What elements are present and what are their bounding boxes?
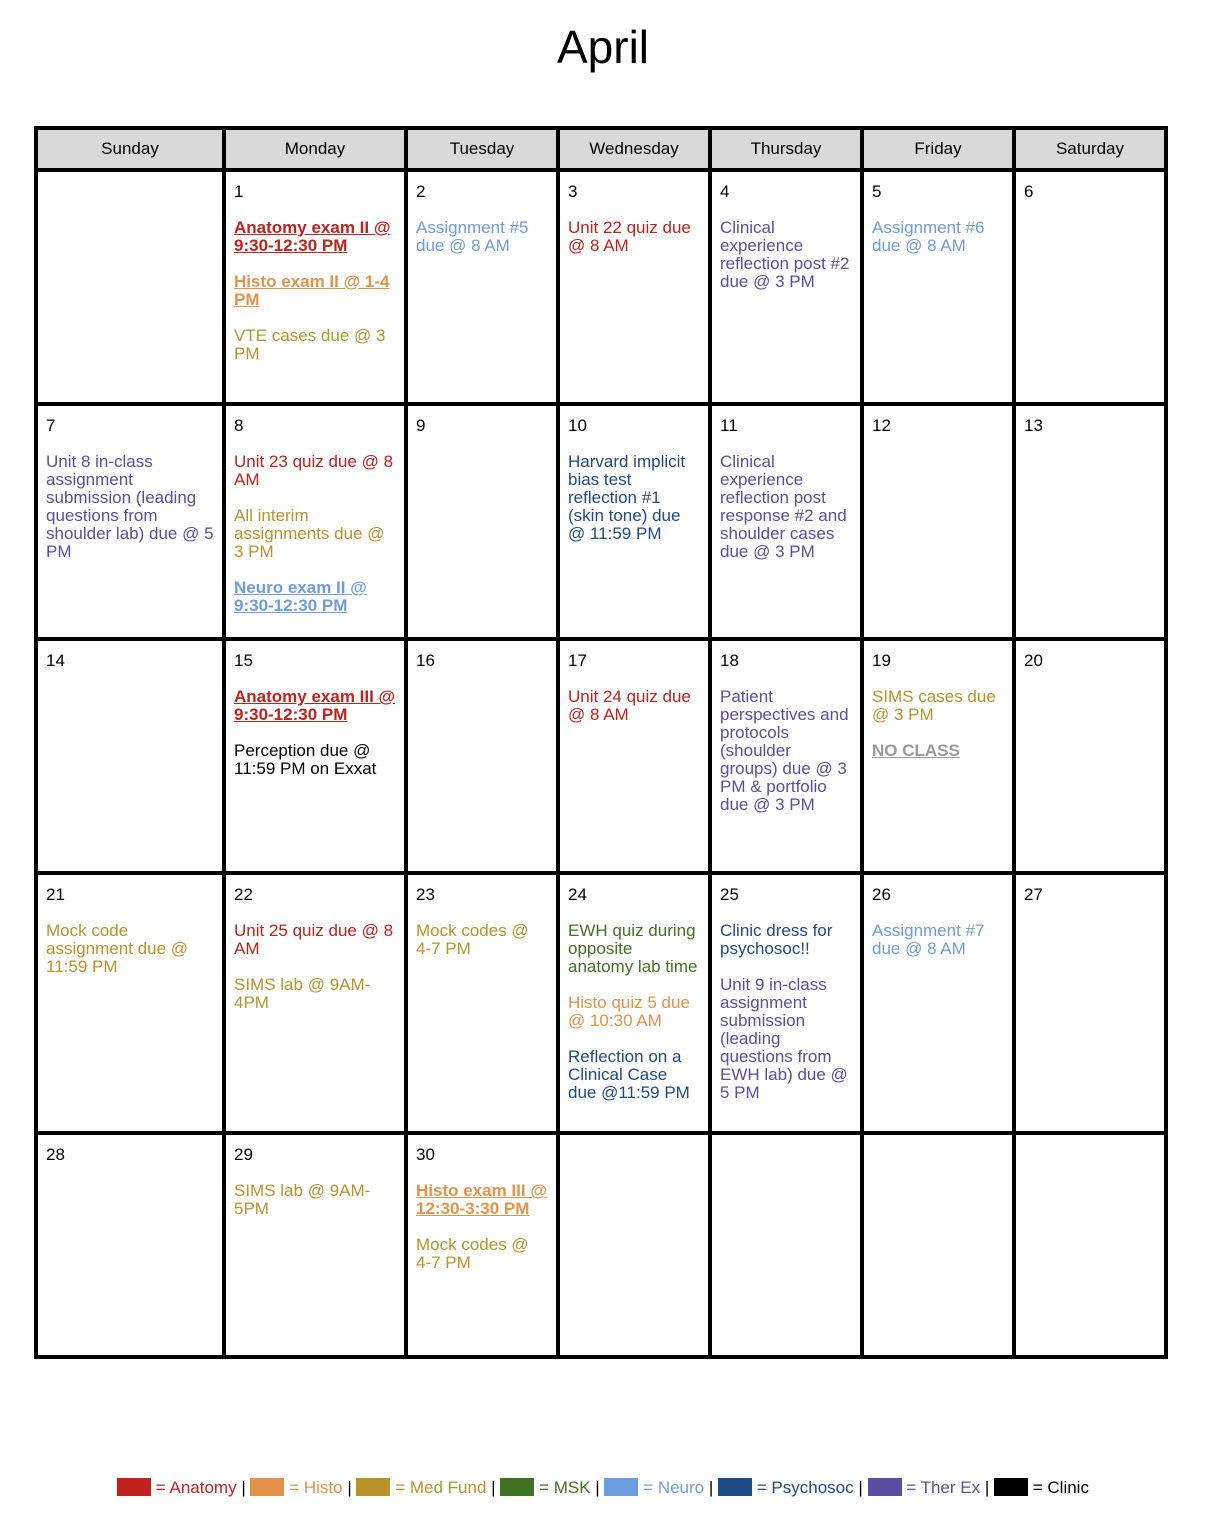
weekday-header: Thursday xyxy=(710,128,862,170)
day-cell-14[interactable] xyxy=(36,639,224,873)
day-cell-26[interactable] xyxy=(862,873,1014,1133)
day-cell-27[interactable] xyxy=(1014,873,1166,1133)
legend-label-anatomy: = Anatomy xyxy=(155,1478,237,1497)
day-number: 4 xyxy=(720,182,730,201)
day-number: 20 xyxy=(1024,651,1043,670)
legend-swatch-anatomy xyxy=(117,1478,151,1496)
legend-separator: | xyxy=(708,1478,714,1497)
week-row xyxy=(36,1133,1166,1357)
calendar-body xyxy=(36,170,1166,1357)
day-number: 19 xyxy=(872,651,891,670)
day-number: 15 xyxy=(234,651,253,670)
empty-day-cell[interactable] xyxy=(36,170,224,404)
calendar-event[interactable]: Histo quiz 5 due @ 10:30 AM xyxy=(568,993,690,1030)
weekday-header: Monday xyxy=(224,128,406,170)
day-number: 17 xyxy=(568,651,587,670)
day-number: 22 xyxy=(234,885,253,904)
day-number: 29 xyxy=(234,1145,253,1164)
day-number: 30 xyxy=(416,1145,435,1164)
day-cell-21[interactable] xyxy=(36,873,224,1133)
day-cell-20[interactable] xyxy=(1014,639,1166,873)
day-cell-15[interactable] xyxy=(224,639,406,873)
legend-separator: | xyxy=(595,1478,600,1497)
calendar-event[interactable]: Anatomy exam II @ 9:30-12:30 PM xyxy=(234,218,391,255)
calendar-grid xyxy=(34,126,1168,1359)
day-cell-29[interactable] xyxy=(224,1133,406,1357)
legend-separator: | xyxy=(347,1478,352,1497)
calendar-event[interactable]: Unit 23 quiz due @ 8 AM xyxy=(234,452,394,489)
day-number: 16 xyxy=(416,651,435,670)
calendar-event[interactable]: Assignment #6 due @ 8 AM xyxy=(872,218,985,255)
day-cell-30[interactable] xyxy=(406,1133,558,1357)
legend-label-psych: = Psychosoc xyxy=(756,1478,854,1497)
legend-separator: | xyxy=(984,1478,990,1497)
day-cell-11[interactable] xyxy=(710,404,862,639)
legend-swatch-therex xyxy=(868,1478,902,1496)
calendar-event[interactable]: Mock codes @ 4-7 PM xyxy=(416,921,529,958)
day-cell-8[interactable] xyxy=(224,404,406,639)
legend-separator: | xyxy=(491,1478,496,1497)
calendar-event[interactable]: Histo exam III @ 12:30-3:30 PM xyxy=(416,1181,547,1218)
day-cell-4[interactable] xyxy=(710,170,862,404)
calendar-event[interactable]: VTE cases due @ 3 PM xyxy=(234,326,386,363)
day-number: 27 xyxy=(1024,885,1043,904)
calendar-event[interactable]: NO CLASS xyxy=(872,741,960,760)
week-row xyxy=(36,404,1166,639)
calendar-event[interactable]: Anatomy exam III @ 9:30-12:30 PM xyxy=(234,687,396,724)
legend-swatch-msk xyxy=(500,1478,534,1496)
day-cell-1[interactable] xyxy=(224,170,406,404)
legend-label-medfund: = Med Fund xyxy=(395,1478,487,1497)
day-number: 13 xyxy=(1024,416,1043,435)
day-cell-17[interactable] xyxy=(558,639,710,873)
calendar-event[interactable]: Perception due @ 11:59 PM on Exxat xyxy=(234,741,377,778)
day-number: 2 xyxy=(416,182,426,201)
day-number: 12 xyxy=(872,416,891,435)
day-number: 28 xyxy=(46,1145,65,1164)
calendar-event[interactable]: Unit 9 in-class assignment submission (leading questions from EWH lab) due @ 5 PM xyxy=(720,975,848,1102)
day-cell-5[interactable] xyxy=(862,170,1014,404)
calendar-event[interactable]: Patient perspectives and protocols (shoulder groups) due @ 3 PM & portfolio due @ 3 PM xyxy=(720,687,849,814)
day-cell-2[interactable] xyxy=(406,170,558,404)
weekday-header-row xyxy=(36,128,1166,170)
calendar-event[interactable]: Mock code assignment due @ 11:59 PM xyxy=(46,921,189,976)
day-cell-25[interactable] xyxy=(710,873,862,1133)
day-number: 25 xyxy=(720,885,739,904)
legend-separator: | xyxy=(858,1478,863,1497)
day-cell-3[interactable] xyxy=(558,170,710,404)
calendar-event[interactable]: Clinic dress for psychosoc!! xyxy=(720,921,833,958)
day-number: 8 xyxy=(234,416,244,435)
legend-swatch-histo xyxy=(250,1478,284,1496)
day-number: 10 xyxy=(568,416,587,435)
legend-label-msk: = MSK xyxy=(539,1478,591,1497)
day-cell-19[interactable] xyxy=(862,639,1014,873)
legend-label-histo: = Histo xyxy=(289,1478,343,1497)
calendar-event[interactable]: Harvard implicit bias test reflection #1 (skin tone) due @ 11:59 PM xyxy=(568,452,686,543)
legend-label-therex: = Ther Ex xyxy=(906,1478,981,1497)
day-cell-10[interactable] xyxy=(558,404,710,639)
week-row xyxy=(36,170,1166,404)
day-cell-18[interactable] xyxy=(710,639,862,873)
day-number: 14 xyxy=(46,651,65,670)
weekday-header: Friday xyxy=(862,128,1014,170)
empty-day-cell[interactable] xyxy=(862,1133,1014,1357)
day-cell-24[interactable] xyxy=(558,873,710,1133)
week-row xyxy=(36,639,1166,873)
legend-swatch-clinic xyxy=(994,1478,1028,1496)
legend-label-neuro: = Neuro xyxy=(643,1478,705,1497)
day-cell-12[interactable] xyxy=(862,404,1014,639)
calendar-event[interactable]: Neuro exam II @ 9:30-12:30 PM xyxy=(234,578,367,615)
empty-day-cell[interactable] xyxy=(710,1133,862,1357)
day-number: 9 xyxy=(416,416,426,435)
day-cell-22[interactable] xyxy=(224,873,406,1133)
category-legend xyxy=(0,1476,1206,1500)
day-number: 11 xyxy=(720,416,738,435)
calendar-event[interactable]: Histo exam II @ 1-4 PM xyxy=(234,272,390,309)
weekday-header: Wednesday xyxy=(558,128,710,170)
day-number: 26 xyxy=(872,885,891,904)
day-cell-28[interactable] xyxy=(36,1133,224,1357)
weekday-header: Sunday xyxy=(36,128,224,170)
calendar-event[interactable]: SIMS cases due @ 3 PM xyxy=(872,687,996,724)
day-number: 24 xyxy=(568,885,587,904)
calendar-event[interactable]: All interim assignments due @ 3 PM xyxy=(234,506,385,561)
day-number: 6 xyxy=(1024,182,1034,201)
calendar-event[interactable]: Clinical experience reflection post response #2 and shoulder cases due @ 3 PM xyxy=(720,452,847,561)
day-number: 21 xyxy=(46,885,65,904)
calendar-event[interactable]: SIMS lab @ 9AM-5PM xyxy=(234,1181,371,1218)
day-cell-7[interactable] xyxy=(36,404,224,639)
day-number: 1 xyxy=(234,182,244,201)
legend-separator: | xyxy=(241,1478,246,1497)
page-title: April xyxy=(556,21,650,73)
week-row xyxy=(36,873,1166,1133)
day-number: 23 xyxy=(416,885,435,904)
calendar-event[interactable]: SIMS lab @ 9AM-4PM xyxy=(234,975,371,1012)
legend-label-clinic: = Clinic xyxy=(1032,1478,1089,1497)
calendar-event[interactable]: Clinical experience reflection post #2 due @ 3 PM xyxy=(720,218,850,291)
day-number: 18 xyxy=(720,651,739,670)
day-cell-6[interactable] xyxy=(1014,170,1166,404)
calendar-event[interactable]: Reflection on a Clinical Case due @11:59 PM xyxy=(568,1047,690,1102)
calendar-event[interactable]: Unit 8 in-class assignment submission (leading questions from shoulder lab) due @ 5 PM xyxy=(46,452,214,561)
legend-swatch-medfund xyxy=(356,1478,390,1496)
calendar-event[interactable]: Unit 25 quiz due @ 8 AM xyxy=(234,921,394,958)
legend-swatch-psych xyxy=(718,1478,752,1496)
day-cell-13[interactable] xyxy=(1014,404,1166,639)
calendar-event[interactable]: Unit 24 quiz due @ 8 AM xyxy=(568,687,691,724)
weekday-header: Saturday xyxy=(1014,128,1166,170)
weekday-header: Tuesday xyxy=(406,128,558,170)
day-number: 7 xyxy=(46,416,56,435)
empty-day-cell[interactable] xyxy=(558,1133,710,1357)
day-cell-16[interactable] xyxy=(406,639,558,873)
day-cell-9[interactable] xyxy=(406,404,558,639)
calendar-event[interactable]: Assignment #5 due @ 8 AM xyxy=(416,218,529,255)
calendar-event[interactable]: Unit 22 quiz due @ 8 AM xyxy=(568,218,691,255)
empty-day-cell[interactable] xyxy=(1014,1133,1166,1357)
day-cell-23[interactable] xyxy=(406,873,558,1133)
calendar-event[interactable]: Mock codes @ 4-7 PM xyxy=(416,1235,529,1272)
calendar-event[interactable]: EWH quiz during opposite anatomy lab time xyxy=(568,921,698,976)
calendar-event[interactable]: Assignment #7 due @ 8 AM xyxy=(872,921,985,958)
day-number: 5 xyxy=(872,182,882,201)
legend-swatch-neuro xyxy=(604,1478,638,1496)
day-number: 3 xyxy=(568,182,578,201)
